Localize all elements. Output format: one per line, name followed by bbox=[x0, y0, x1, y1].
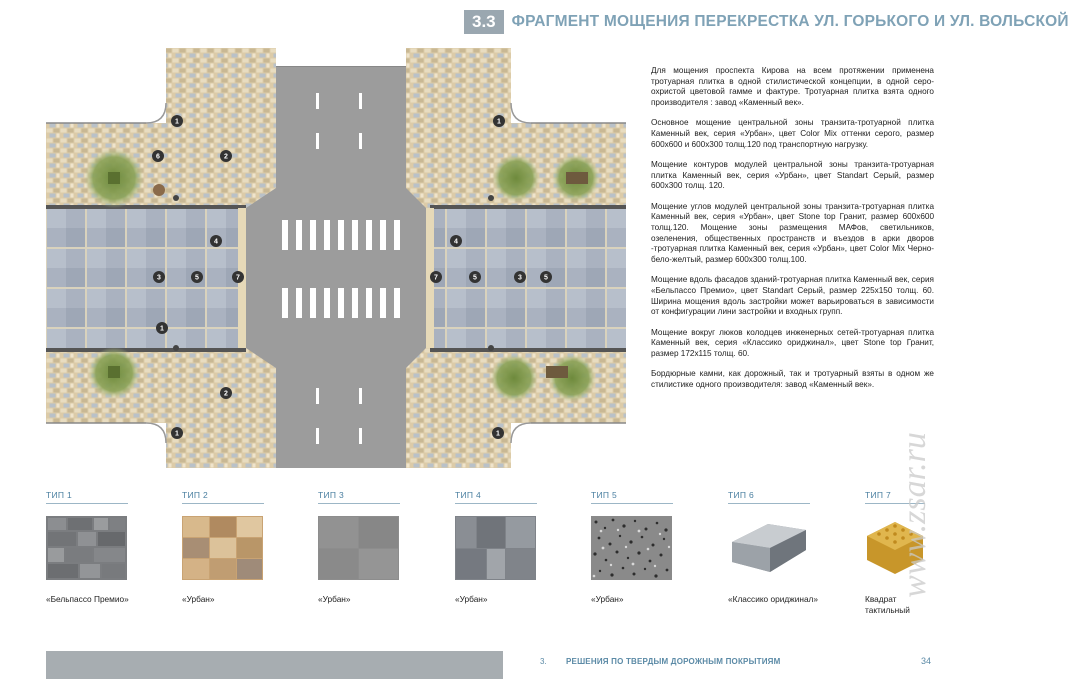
type-name: «Урбан» bbox=[318, 594, 351, 604]
urban-ochre-icon bbox=[182, 516, 263, 580]
type-name: Квадрат тактильный bbox=[865, 594, 910, 615]
plan-marker: 5 bbox=[544, 274, 548, 282]
paving-type-3 bbox=[318, 490, 428, 605]
plan-marker: 7 bbox=[434, 274, 438, 282]
plan-marker: 5 bbox=[473, 274, 477, 282]
plan-marker: 1 bbox=[160, 325, 164, 333]
paving-type-2 bbox=[182, 490, 292, 605]
plan-marker: 2 bbox=[224, 390, 228, 398]
tree-icon bbox=[84, 148, 144, 208]
paving-type-4 bbox=[455, 490, 565, 605]
plan-marker: 1 bbox=[497, 118, 501, 126]
plan-marker: 1 bbox=[496, 430, 500, 438]
watermark bbox=[896, 370, 945, 660]
page-title: ФРАГМЕНТ МОЩЕНИЯ ПЕРЕКРЕСТКА УЛ. ГОРЬКОГО И УЛ. ВОЛЬСКОЙ bbox=[511, 13, 1069, 30]
type-label: ТИП 4 bbox=[455, 490, 537, 504]
page-header bbox=[464, 10, 1069, 34]
urban-dark-icon bbox=[455, 516, 536, 580]
type-name: «Классико ориджинал» bbox=[728, 594, 819, 604]
footer-section-title: РЕШЕНИЯ ПО ТВЕРДЫМ ДОРОЖНЫМ ПОКРЫТИЯМ bbox=[566, 657, 781, 666]
type-label: ТИП 3 bbox=[318, 490, 400, 504]
classico-stone-icon bbox=[728, 516, 809, 580]
description-paragraph: Для мощения проспекта Кирова на всем протяжении применена тротуарная плитка в одной стилистической концепции, в одной серо-охристой цветовой гамме и фактуре. Тротуарная плитка взята одного производителя : завод «Каменный век». bbox=[651, 66, 934, 108]
urban-gray-icon bbox=[318, 516, 399, 580]
plan-marker: 7 bbox=[236, 274, 240, 282]
description-paragraph: Бордюрные камни, как дорожный, так и тротуарный взяты в одном же стилистике одного производителя: завод «Каменный век». bbox=[651, 369, 934, 389]
type-name: «Урбан» bbox=[455, 594, 488, 604]
type-label: ТИП 1 bbox=[46, 490, 128, 504]
type-name: «Бельпассо Премио» bbox=[46, 594, 129, 604]
type-label: ТИП 7 bbox=[865, 490, 925, 504]
paving-type-5 bbox=[591, 490, 701, 605]
description-paragraph: Мощение углов модулей центральной зоны транзита-тротуарная плитка Каменный век, серия «Урбан», цвет Stone top Гранит, размер 600х600 толщ.120. Мощение зоны размещения МАФов, светильников, озеленения, общественных пространств и въездов в арки дворов -тротуарная плитка Каменный век, серия «Урбан», цвет Color Mix Черно-бело-желтый, размер 600х300 толщ.100. bbox=[651, 201, 934, 265]
svg-text:www.zsar.ru: www.zsar.ru bbox=[896, 432, 933, 598]
plan-marker: 1 bbox=[175, 430, 179, 438]
plan-marker: 3 bbox=[157, 274, 161, 282]
footer-bar bbox=[46, 651, 503, 679]
paving-type-6 bbox=[728, 490, 838, 605]
description-paragraph: Мощение вокруг люков колодцев инженерных сетей-тротуарная плитка Каменный век, серия «Классико ориджинал», цвет Stone top Гранит, размер 172х115 толщ. 60. bbox=[651, 327, 934, 358]
plan-marker: 4 bbox=[214, 238, 218, 246]
belpasso-gray-icon bbox=[46, 516, 127, 580]
type-label: ТИП 6 bbox=[728, 490, 810, 504]
description-paragraph: Мощение вдоль фасадов зданий-тротуарная плитка Каменный век, серия «Бельпассо Премио», цвет Standart Серый, размер 225х150 толщ. 60. Ширина мощения вдоль застройки может варьироваться в зависимости от конфигурации лини застройки и входных групп. bbox=[651, 275, 934, 317]
plan-marker: 1 bbox=[175, 118, 179, 126]
paving-type-1 bbox=[46, 490, 156, 605]
type-name: «Урбан» bbox=[182, 594, 215, 604]
intersection-plan bbox=[46, 48, 626, 468]
plan-marker: 6 bbox=[156, 153, 160, 161]
footer-section-number: 3. bbox=[540, 657, 547, 666]
plan-marker: 3 bbox=[518, 274, 522, 282]
plan-marker: 5 bbox=[195, 274, 199, 282]
plan-marker: 2 bbox=[224, 153, 228, 161]
type-name: «Урбан» bbox=[591, 594, 624, 604]
type-label: ТИП 2 bbox=[182, 490, 264, 504]
description-text bbox=[651, 66, 934, 400]
type-label: ТИП 5 bbox=[591, 490, 673, 504]
page-number: 34 bbox=[921, 656, 932, 666]
description-paragraph: Основное мощение центральной зоны транзита-тротуарной плитка Каменный век, серия «Урбан», цвет Color Mix оттенки серого, размер 600х600 и 600х300 толщ.120 под транспортную нагрузку. bbox=[651, 118, 934, 149]
plan-marker: 4 bbox=[454, 238, 458, 246]
description-paragraph: Мощение контуров модулей центральной зоны транзита-тротуарная плитка Каменный век, серия «Урбан», цвет Standart Серый, размер 600х300 толщ. 120. bbox=[651, 159, 934, 191]
section-number: 3.3 bbox=[464, 10, 504, 34]
urban-granite-icon bbox=[591, 516, 672, 580]
